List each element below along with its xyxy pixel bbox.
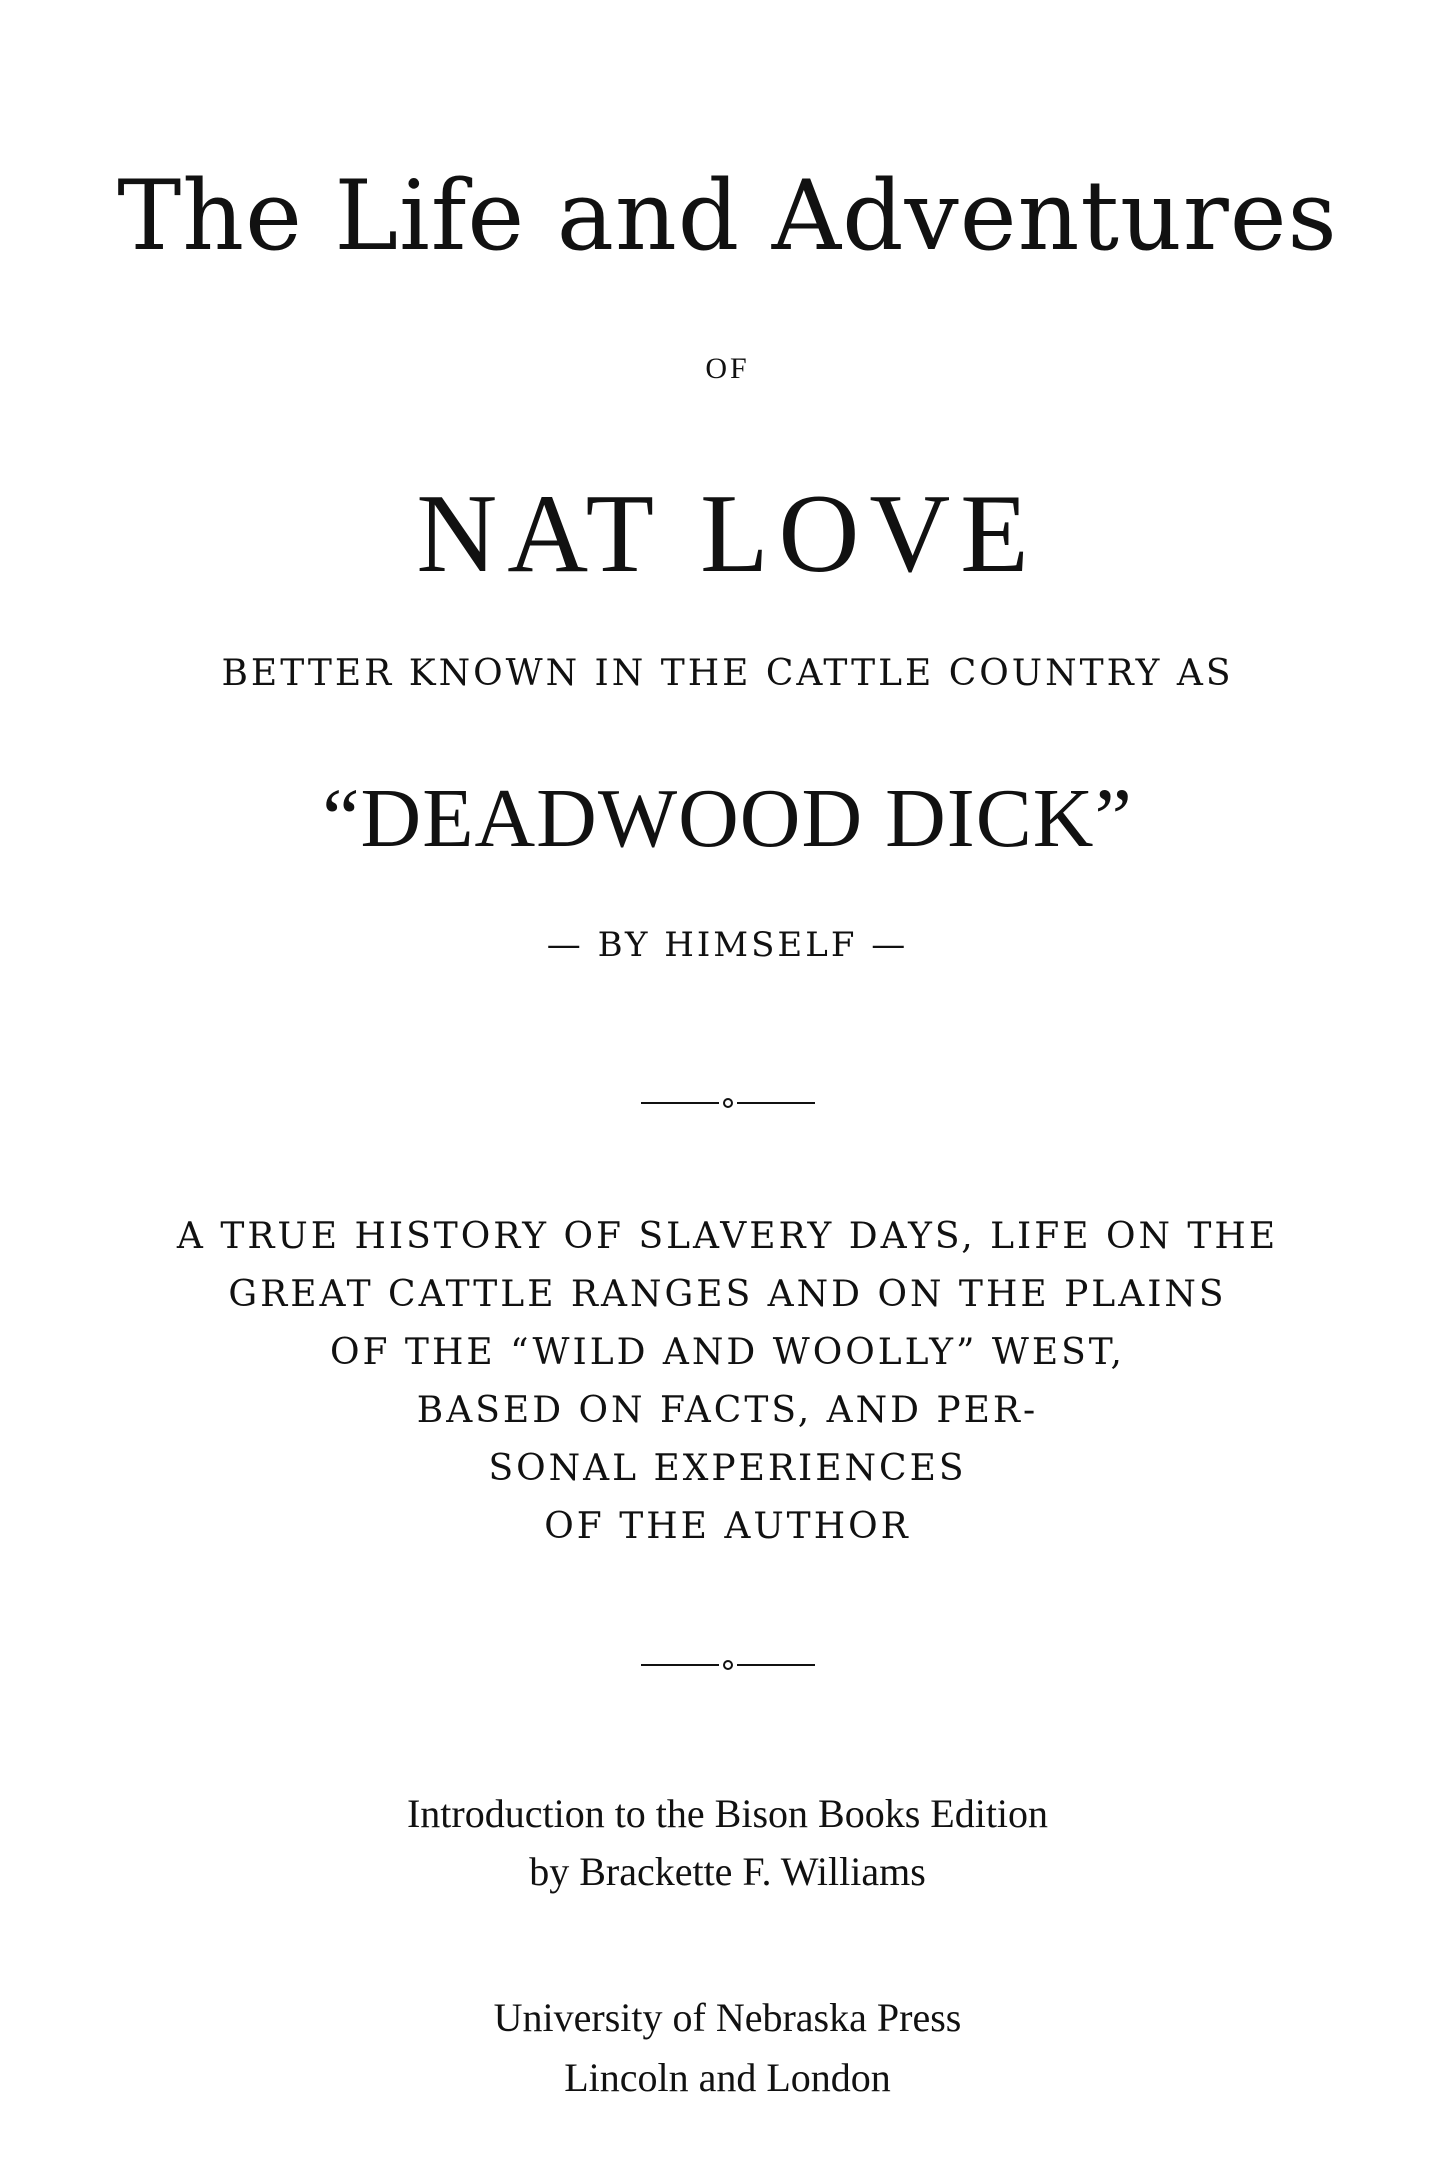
divider-rule-left bbox=[641, 1664, 719, 1666]
author-name: NAT LOVE bbox=[416, 472, 1039, 596]
divider-circle-ornament bbox=[723, 1098, 733, 1108]
introduction-author-line: by Brackette F. Williams bbox=[529, 1849, 926, 1894]
ornamental-divider bbox=[0, 1660, 1455, 1670]
description-block bbox=[0, 1208, 1455, 1556]
description-line: OF THE “WILD AND WOOLLY” WEST, bbox=[330, 1332, 1125, 1373]
nickname: “DEADWOOD DICK” bbox=[322, 772, 1133, 865]
publisher-location: Lincoln and London bbox=[564, 2055, 891, 2100]
introduction-line: Introduction to the Bison Books Edition bbox=[406, 1791, 1049, 1836]
description-line: OF THE AUTHOR bbox=[544, 1506, 911, 1547]
divider-rule-left bbox=[641, 1102, 719, 1104]
ornamental-divider bbox=[0, 1098, 1455, 1108]
book-title: The Life and Adventures bbox=[117, 160, 1338, 272]
description-line: SONAL EXPERIENCES bbox=[488, 1448, 967, 1489]
introduction-credit bbox=[0, 1785, 1455, 1901]
publisher-name: University of Nebraska Press bbox=[493, 1995, 962, 2040]
publisher-imprint bbox=[0, 1988, 1455, 2108]
divider-rule-right bbox=[737, 1664, 815, 1666]
known-as-line: BETTER KNOWN IN THE CATTLE COUNTRY AS bbox=[221, 653, 1234, 694]
description-line: GREAT CATTLE RANGES AND ON THE PLAINS bbox=[228, 1274, 1227, 1315]
divider-circle-ornament bbox=[723, 1660, 733, 1670]
divider-rule-right bbox=[737, 1102, 815, 1104]
byline: — BY HIMSELF — bbox=[546, 925, 909, 965]
description-line: BASED ON FACTS, AND PER- bbox=[416, 1390, 1039, 1431]
title-connector-of: OF bbox=[705, 352, 750, 385]
description-line: A TRUE HISTORY OF SLAVERY DAYS, LIFE ON THE bbox=[176, 1216, 1279, 1257]
